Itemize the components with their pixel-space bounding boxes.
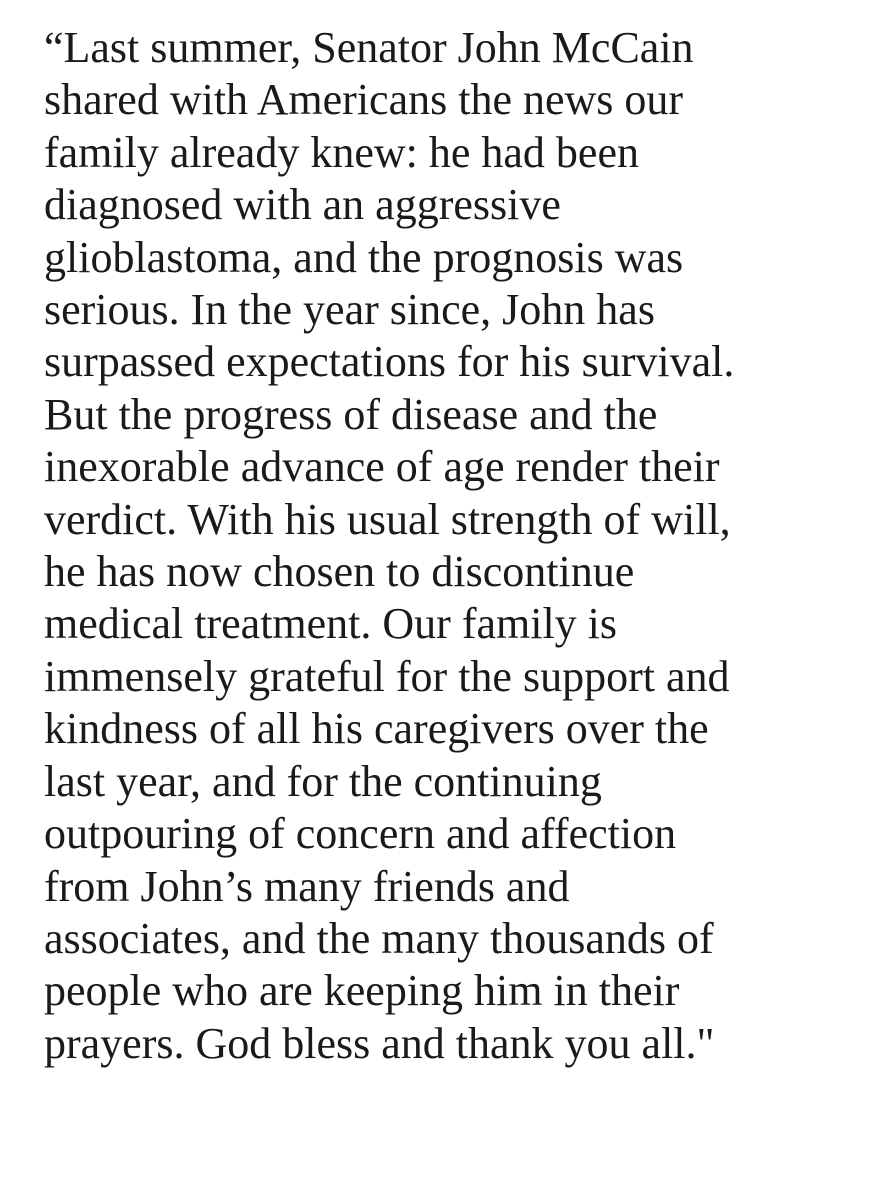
statement-line: verdict. With his usual strength of will, — [44, 494, 731, 544]
statement-line: medical treatment. Our family is — [44, 599, 618, 649]
statement-line: inexorable advance of age render their — [44, 442, 720, 492]
statement-line: people who are keeping him in their — [44, 966, 680, 1016]
statement-line: outpouring of concern and affection — [44, 809, 677, 859]
statement-line: glioblastoma, and the prognosis was — [44, 232, 684, 282]
statement-line: he has now chosen to discontinue — [44, 547, 635, 597]
statement-line: diagnosed with an aggressive — [44, 180, 561, 230]
statement-line: “Last summer, Senator John McCain — [44, 23, 694, 72]
statement-line: family already knew: he had been — [44, 127, 639, 177]
statement-line: last year, and for the continuing — [44, 756, 602, 806]
statement-line: surpassed expectations for his survival. — [44, 337, 735, 387]
statement-line: shared with Americans the news our — [44, 75, 684, 125]
family-statement-text — [44, 22, 854, 1070]
statement-line: But the progress of disease and the — [44, 389, 658, 439]
statement-line: from John’s many friends and — [44, 861, 570, 911]
statement-line: kindness of all his caregivers over the — [44, 704, 709, 754]
statement-line: immensely grateful for the support and — [44, 651, 730, 701]
statement-line: prayers. God bless and thank you all." — [44, 1018, 715, 1068]
statement-line: associates, and the many thousands of — [44, 913, 714, 963]
statement-line: serious. In the year since, John has — [44, 285, 655, 335]
